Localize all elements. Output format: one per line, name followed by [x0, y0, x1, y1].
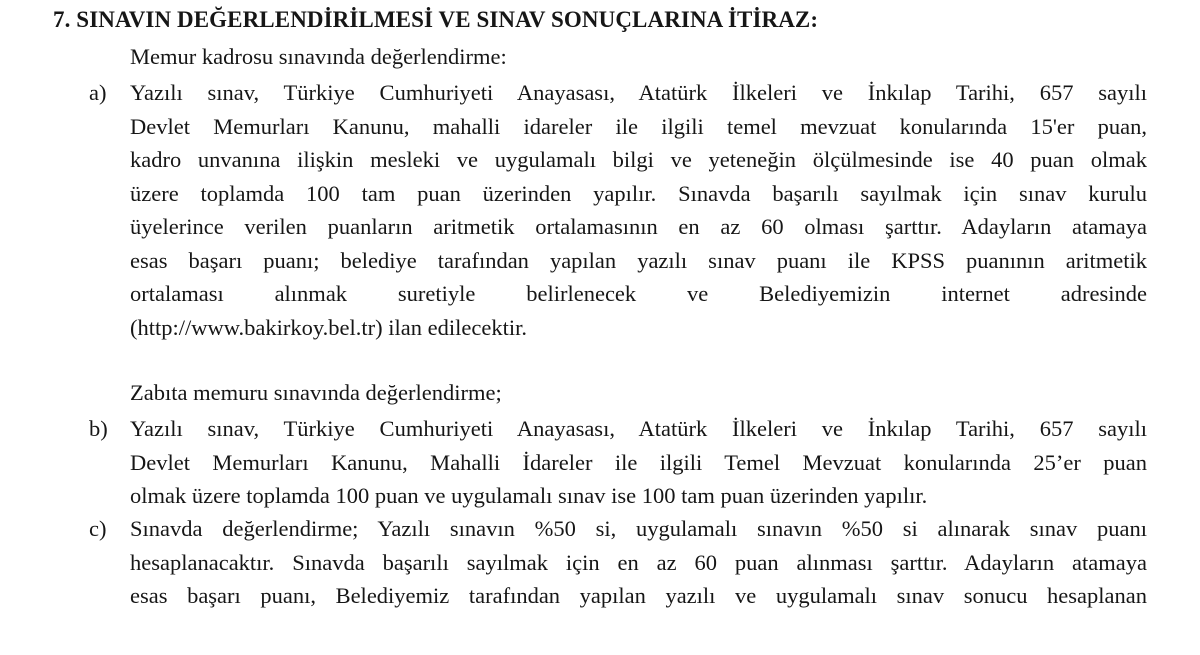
- item-b-line: Devlet Memurları Kanunu, Mahalli İdareler ile ilgili Temel Mevzuat konularında 25’er puan: [130, 449, 1147, 475]
- item-c-marker: c): [89, 516, 107, 541]
- item-b-line: Yazılı sınav, Türkiye Cumhuriyeti Anayasası, Atatürk İlkeleri ve İnkılap Tarihi, 657 sayılı: [130, 416, 1147, 441]
- item-a: [89, 76, 1151, 344]
- item-a-text: [130, 76, 1147, 344]
- item-a-marker: a): [89, 80, 107, 105]
- item-c-line: hesaplanacaktır. Sınavda başarılı sayılmak için en az 60 puan alınması şarttır. Adayların atamaya: [130, 549, 1147, 575]
- item-a-line: Devlet Memurları Kanunu, mahalli idareler ile ilgili temel mevzuat konularında 15'er puan,: [130, 113, 1147, 139]
- item-b-marker: b): [89, 416, 108, 441]
- item-a-line: üzere toplamda 100 tam puan üzerinden yapılır. Sınavda başarılı sayılmak için sınav kurulu: [130, 180, 1147, 206]
- item-c-line: Sınavda değerlendirme; Yazılı sınavın %50 si, uygulamalı sınavın %50 si alınarak sınav puanı: [130, 516, 1147, 541]
- item-a-line: üyelerince verilen puanların aritmetik ortalamasının en az 60 olması şarttır. Adayların atamaya: [130, 214, 1147, 239]
- section-heading: 7. SINAVIN DEĞERLENDİRİLMESİ VE SINAV SONUÇLARINA İTİRAZ:: [53, 7, 819, 32]
- item-a-line: esas başarı puanı; belediye tarafından yapılan yazılı sınav puanı ile KPSS puanının aritmetik: [130, 247, 1147, 273]
- item-a-line: (http://www.bakirkoy.bel.tr) ilan edilecektir.: [130, 314, 527, 340]
- item-a-line: Yazılı sınav, Türkiye Cumhuriyeti Anayasası, Atatürk İlkeleri ve İnkılap Tarihi, 657 sayılı: [130, 80, 1147, 105]
- item-c: [89, 512, 1151, 613]
- item-b-line: olmak üzere toplamda 100 puan ve uygulamalı sınav ise 100 tam puan üzerinden yapılır.: [130, 483, 928, 508]
- zabita-intro: Zabıta memuru sınavında değerlendirme;: [130, 380, 502, 405]
- item-a-line: ortalaması alınmak suretiyle belirlenecek ve Belediyemizin internet adresinde: [130, 281, 1147, 306]
- item-c-text: [130, 512, 1147, 613]
- item-b-text: [130, 412, 1147, 513]
- item-c-line: esas başarı puanı, Belediyemiz tarafından yapılan yazılı ve uygulamalı sınav sonucu hesaplanan: [130, 583, 1147, 608]
- item-b: [89, 412, 1151, 513]
- memur-intro: Memur kadrosu sınavında değerlendirme:: [130, 44, 507, 69]
- item-a-line: kadro unvanına ilişkin mesleki ve uygulamalı bilgi ve yeteneğin ölçülmesinde ise 40 puan olmak: [130, 147, 1147, 172]
